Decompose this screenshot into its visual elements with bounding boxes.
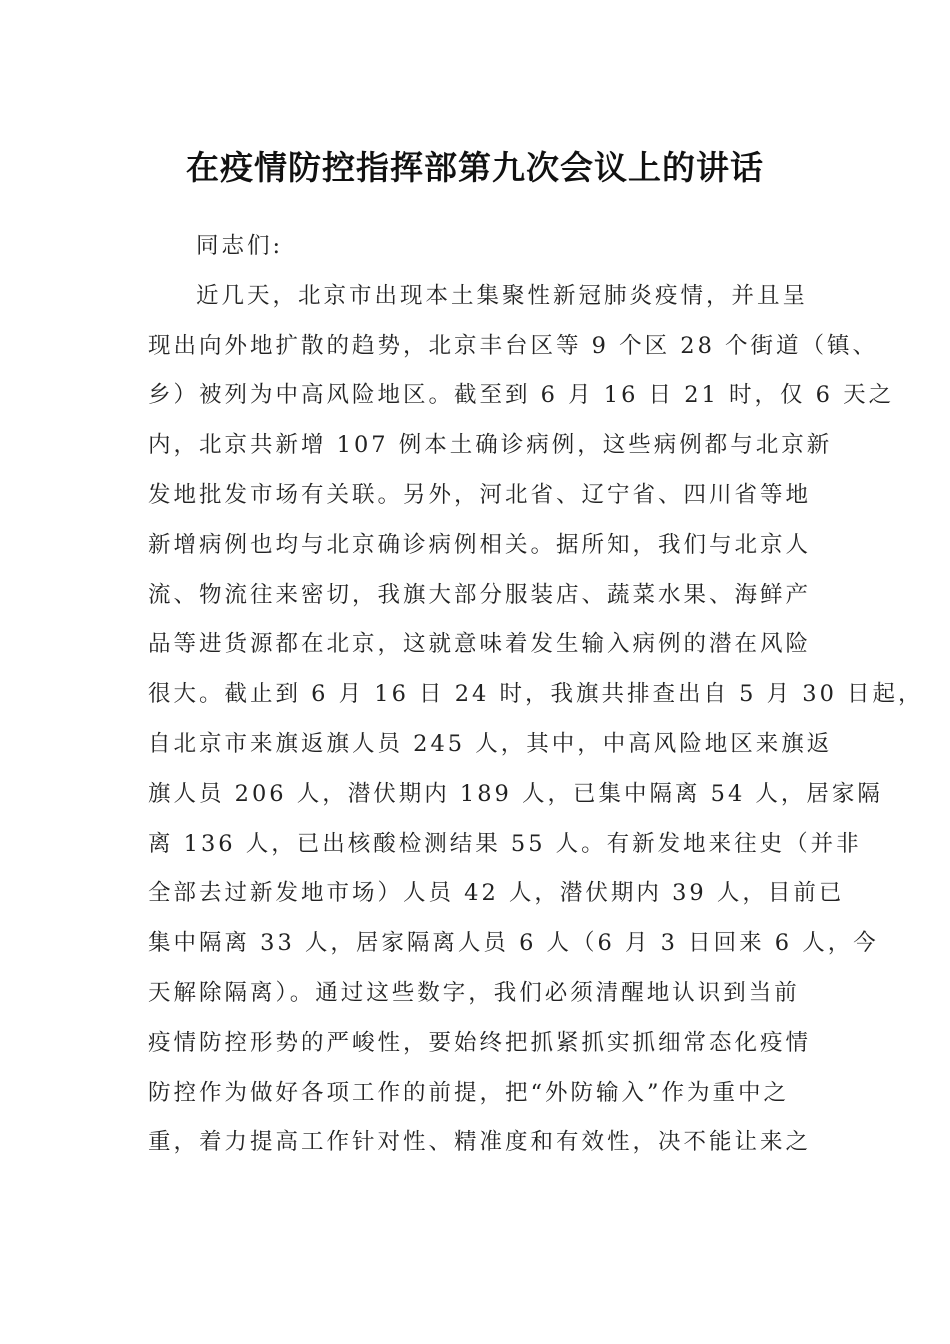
document-body (148, 222, 924, 1168)
paragraph-line: 疫情防控形势的严峻性，要始终把抓紧抓实抓细常态化疫情 (148, 1029, 812, 1056)
paragraph-line: 新增病例也均与北京确诊病例相关。据所知，我们与北京人 (148, 531, 812, 558)
paragraph-line: 现出向外地扩散的趋势，北京丰台区等 9 个区 28 个街道（镇、 (148, 332, 879, 359)
paragraph-line: 旗人员 206 人，潜伏期内 189 人，已集中隔离 54 人，居家隔 (148, 780, 883, 807)
paragraph-line: 品等进货源都在北京，这就意味着发生输入病例的潜在风险 (148, 631, 812, 658)
paragraph-line: 流、物流往来密切，我旗大部分服装店、蔬菜水果、海鲜产 (148, 581, 812, 608)
paragraph-line: 集中隔离 33 人，居家隔离人员 6 人（6 月 3 日回来 6 人，今 (148, 930, 879, 957)
paragraph-line: 全部去过新发地市场）人员 42 人，潜伏期内 39 人，目前已 (148, 880, 845, 907)
paragraph-line: 自北京市来旗返旗人员 245 人，其中，中高风险地区来旗返 (148, 730, 833, 757)
paragraph-line: 重，着力提高工作针对性、精准度和有效性，决不能让来之 (148, 1129, 812, 1156)
paragraph-line: 离 136 人，已出核酸检测结果 55 人。有新发地来往史（并非 (148, 830, 862, 857)
paragraph-line: 乡）被列为中高风险地区。截至到 6 月 16 日 21 时，仅 6 天之 (148, 382, 895, 409)
paragraph-line: 发地批发市场有关联。另外，河北省、辽宁省、四川省等地 (148, 481, 812, 508)
document-title: 在疫情防控指挥部第九次会议上的讲话 (186, 148, 764, 187)
salutation-line: 同志们: (196, 233, 284, 259)
paragraph-line: 很大。截止到 6 月 16 日 24 时，我旗共排查出自 5 月 30 日起， (148, 681, 924, 708)
paragraph-line: 近几天，北京市出现本土集聚性新冠肺炎疫情，并且呈 (196, 282, 809, 309)
paragraph-line: 内，北京共新增 107 例本土确诊病例，这些病例都与北京新 (148, 432, 833, 459)
paragraph-line: 防控作为做好各项工作的前提，把“外防输入”作为重中之 (148, 1079, 790, 1106)
paragraph-line: 天解除隔离）。通过这些数字，我们必须清醒地认识到当前 (148, 979, 800, 1006)
